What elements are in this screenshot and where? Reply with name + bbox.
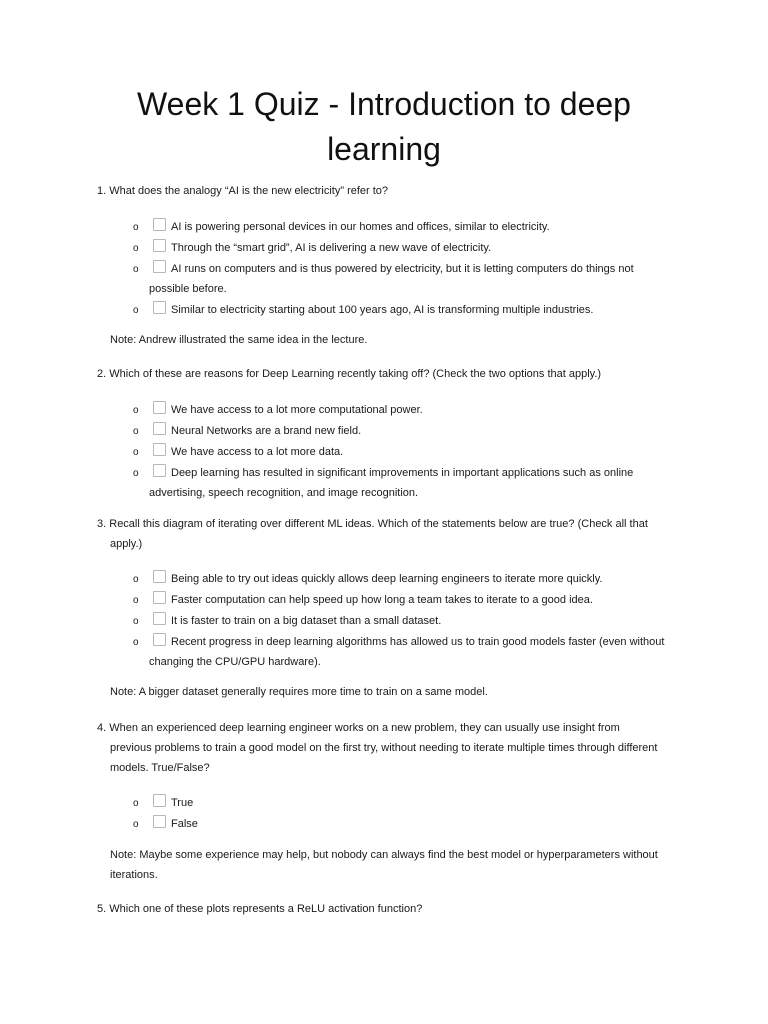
option-text: Similar to electricity starting about 100 years ago, AI is transforming multiple industries. [171, 304, 594, 316]
page-title [0, 82, 768, 172]
question-3 [97, 514, 707, 534]
option-text: AI is powering personal devices in our homes and offices, similar to electricity. [171, 221, 550, 233]
option-3-1[interactable] [133, 569, 703, 589]
option-text: It is faster to train on a big dataset than a small dataset. [171, 615, 442, 627]
question-number: 1. [97, 185, 107, 197]
option-text: True [171, 797, 194, 809]
option-text: Through the “smart grid”, AI is delivering a new wave of electricity. [171, 242, 492, 254]
note-3: Note: A bigger dataset generally requires more time to train on a same model. [110, 686, 488, 698]
bullet-icon: o [133, 243, 139, 254]
title-line-1: Week 1 Quiz - Introduction to deep [137, 86, 631, 122]
option-text-continued: changing the CPU/GPU hardware). [149, 656, 321, 668]
question-text: Which one of these plots represents a ReLU activation function? [109, 903, 423, 915]
checkbox-icon[interactable] [153, 301, 166, 314]
question-text: Recall this diagram of iterating over different ML ideas. Which of the statements below are true? (Check all that [109, 518, 648, 530]
checkbox-icon[interactable] [153, 591, 166, 604]
option-text: Being able to try out ideas quickly allows deep learning engineers to iterate more quickly. [171, 573, 603, 585]
question-number: 4. [97, 722, 107, 734]
option-text: AI runs on computers and is thus powered by electricity, but it is letting computers do things not [171, 263, 634, 275]
bullet-icon: o [133, 264, 139, 275]
bullet-icon: o [133, 447, 139, 458]
question-number: 3. [97, 518, 107, 530]
option-4-2[interactable] [133, 814, 703, 834]
checkbox-icon[interactable] [153, 260, 166, 273]
question-1 [97, 181, 707, 201]
option-1-3[interactable] [133, 259, 703, 299]
question-number: 5. [97, 903, 107, 915]
option-1-2[interactable] [133, 238, 703, 258]
checkbox-icon[interactable] [153, 218, 166, 231]
question-3-continued: apply.) [110, 538, 143, 550]
question-text: When an experienced deep learning engineer works on a new problem, they can usually use insight from [109, 722, 620, 734]
question-4-continued: previous problems to train a good model on the first try, without needing to iterate multiple times through different [110, 742, 658, 754]
checkbox-icon[interactable] [153, 815, 166, 828]
question-number: 2. [97, 368, 107, 380]
option-text-continued: advertising, speech recognition, and image recognition. [149, 487, 419, 499]
note-4-continued: iterations. [110, 869, 158, 881]
option-text: We have access to a lot more computational power. [171, 404, 423, 416]
option-3-2[interactable] [133, 590, 703, 610]
bullet-icon: o [133, 819, 139, 830]
option-2-3[interactable] [133, 442, 703, 462]
option-text: Deep learning has resulted in significant improvements in important applications such as online [171, 467, 634, 479]
bullet-icon: o [133, 468, 139, 479]
question-text: What does the analogy “AI is the new electricity” refer to? [109, 185, 389, 197]
bullet-icon: o [133, 426, 139, 437]
checkbox-icon[interactable] [153, 612, 166, 625]
option-text-continued: possible before. [149, 283, 227, 295]
option-text: Faster computation can help speed up how long a team takes to iterate to a good idea. [171, 594, 593, 606]
option-1-4[interactable] [133, 300, 703, 320]
option-2-1[interactable] [133, 400, 703, 420]
bullet-icon: o [133, 798, 139, 809]
checkbox-icon[interactable] [153, 239, 166, 252]
bullet-icon: o [133, 405, 139, 416]
checkbox-icon[interactable] [153, 401, 166, 414]
checkbox-icon[interactable] [153, 443, 166, 456]
question-5 [97, 899, 707, 919]
bullet-icon: o [133, 222, 139, 233]
bullet-icon: o [133, 616, 139, 627]
option-text: Neural Networks are a brand new field. [171, 425, 362, 437]
bullet-icon: o [133, 637, 139, 648]
question-text: Which of these are reasons for Deep Learning recently taking off? (Check the two options that apply.) [109, 368, 602, 380]
option-2-2[interactable] [133, 421, 703, 441]
option-3-3[interactable] [133, 611, 703, 631]
option-4-1[interactable] [133, 793, 703, 813]
question-4 [97, 718, 707, 738]
checkbox-icon[interactable] [153, 633, 166, 646]
checkbox-icon[interactable] [153, 422, 166, 435]
checkbox-icon[interactable] [153, 794, 166, 807]
option-3-4[interactable] [133, 632, 703, 672]
bullet-icon: o [133, 595, 139, 606]
question-2 [97, 364, 707, 384]
option-2-4[interactable] [133, 463, 703, 503]
checkbox-icon[interactable] [153, 570, 166, 583]
note-1: Note: Andrew illustrated the same idea in the lecture. [110, 334, 368, 346]
checkbox-icon[interactable] [153, 464, 166, 477]
bullet-icon: o [133, 305, 139, 316]
option-text: We have access to a lot more data. [171, 446, 344, 458]
note-4: Note: Maybe some experience may help, but nobody can always find the best model or hyperparameters without [110, 849, 658, 861]
bullet-icon: o [133, 574, 139, 585]
question-4-continued-2: models. True/False? [110, 762, 210, 774]
title-line-2: learning [327, 131, 441, 167]
option-text: Recent progress in deep learning algorithms has allowed us to train good models faster (even without [171, 636, 665, 648]
option-text: False [171, 818, 198, 830]
option-1-1[interactable] [133, 217, 703, 237]
